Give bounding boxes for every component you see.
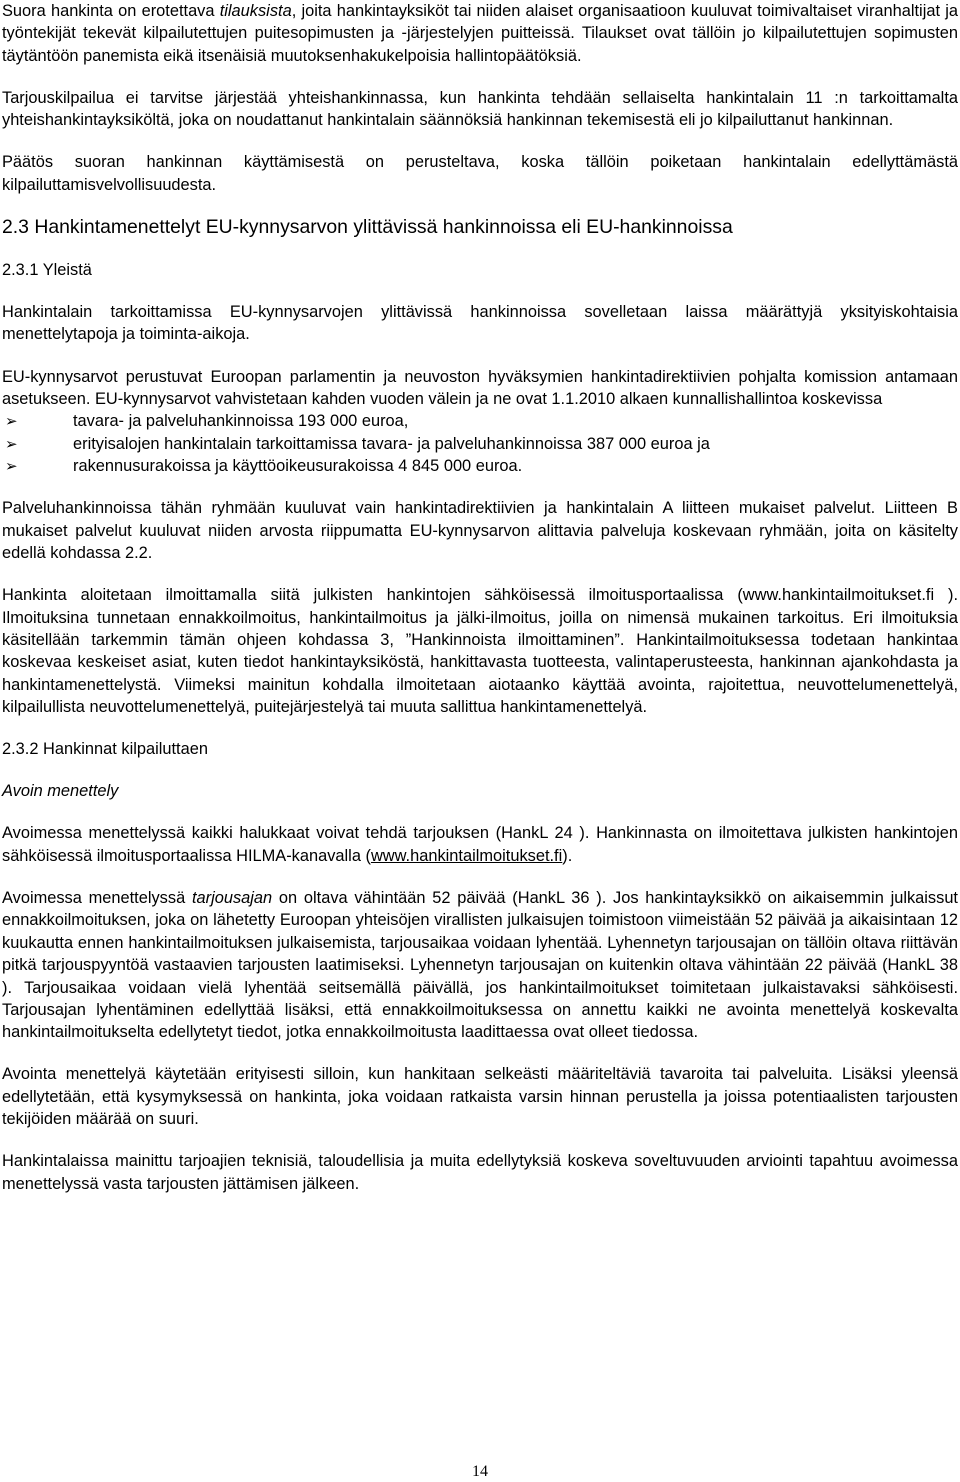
- paragraph-kynnysarvot: EU-kynnysarvot perustuvat Euroopan parlamentin ja neuvoston hyväksymien hankintadirektiivien pohjalta komission antamaan asetukseen. EU-kynnysarvot vahvistetaan kahden vuoden välein ja ne ovat 1.1.2010 alkaen kunnallishallintoa koskevissa: [2, 367, 958, 408]
- paragraph-yleista: Hankintalain tarkoittamissa EU-kynnysarvojen ylittävissä hankinnoissa sovelletaan laissa määrättyjä yksityiskohtaisia menettelytapoja ja toiminta-aikoja.: [2, 303, 958, 344]
- section-heading-2-3: 2.3 Hankintamenettelyt EU-kynnysarvon ylittävissä hankinnoissa eli EU-hankinnoissa: [2, 216, 733, 239]
- document-page: [2, 0, 958, 1195]
- arrow-bullet-icon: ➢: [5, 412, 18, 431]
- list-item: ➢ tavara- ja palveluhankinnoissa 193 000 euroa,: [2, 410, 958, 432]
- list-item: ➢ erityisalojen hankintalain tarkoittamissa tavara- ja palveluhankinnoissa 387 000 euroa ja: [2, 433, 958, 455]
- emphasis-tarjousajan: tarjousajan: [191, 888, 273, 907]
- paragraph-avoin-kaytto: Avointa menettelyä käytetään erityisesti silloin, kun hankitaan selkeästi määriteltäviä tavaroita tai palveluita. Lisäksi yleensä edellytetään, että kysymyksessä on hankinta, joka voidaan ratkaista varsin hinnan perustella ja joissa potentiaalisten tarjousten tekijöiden määrää on suuri.: [2, 1065, 958, 1129]
- subsection-heading-2-3-1: 2.3.1 Yleistä: [2, 260, 92, 279]
- paragraph-palveluhankinnat: Palveluhankinnoissa tähän ryhmään kuuluvat vain hankintadirektiivien ja hankintalain A liitteen mukaiset palvelut. Liitteen B mukaiset palvelut kuuluvat niiden arvosta riippumatta EU-kynnysarvon alittavia palveluja koskevaan ryhmään, joita on käsitelty edellä kohdassa 2.2.: [2, 499, 958, 563]
- list-item: ➢ rakennusurakoissa ja käyttöoikeusurakoissa 4 845 000 euroa.: [2, 455, 958, 477]
- paragraph-avoin-menettely: Avoimessa menettelyssä kaikki halukkaat voivat tehdä tarjouksen (HankL 24 ). Hankinnasta on ilmoitettava julkisten hankintojen sähköisessä ilmoitusportaalissa HILMA-kanavalla (www.hankintailmoitukset.fi).: [2, 824, 958, 865]
- paragraph-tarjousaika: Avoimessa menettelyssä tarjousajan on oltava vähintään 52 päivää (HankL 36 ). Jos hankintayksikkö on aikaisemmin julkaissut ennakkoilmoituksen, joka on lähetetty Euroopan yhteisöjen virallisten julkaisujen toimistoon viimeistään 52 päivää ja aikaisintaan 12 kuukautta ennen hankintailmoituksen julkaisemista, tarjousaikaa voidaan lyhentää. Lyhennetyn tarjousajan on tällöin oltava riittävän pitkä tarjouspyyntöä vastaavien tarjousten laatimiseksi. Lyhennetyn tarjousajan on kuitenkin oltava vähintään 22 päivää (HankL 38 ). Tarjousaikaa voidaan vielä lyhentää seitsemällä päivällä, jos hankintailmoitukset toimitetaan julkaistavaksi sähköisesti. Tarjousajan lyhentäminen edellyttää lisäksi, että ennakkoilmoituksessa on annettu kaikki ne avointa menettelyä koskevalta hankintailmoitukselta edellytetyt tiedot, jotka ennakkoilmoitusta laadittaessa ovat olleet tiedossa.: [2, 888, 958, 1042]
- paragraph-suora-hankinta: Suora hankinta on erotettava tilauksista, joita hankintayksiköt tai niiden alaiset organisaatioon kuuluvat toimivaltaiset viranhaltijat ja työntekijät tekevät kilpailutettujen puitesopimusten ja -järjestelyjen puitteissä. Tilaukset ovat tällöin jo kilpailutettujen sopimusten täytäntöön panemista eikä itsenäisiä muutoksenhakukelpoisia hallintopäätöksiä.: [2, 2, 958, 65]
- arrow-bullet-icon: ➢: [5, 434, 18, 453]
- hilma-link[interactable]: www.hankintailmoitukset.fi: [370, 846, 563, 865]
- paragraph-ilmoittaminen: Hankinta aloitetaan ilmoittamalla siitä julkisten hankintojen sähköisessä ilmoitusportaalissa (www.hankintailmoitukset.fi ). Ilmoituksina tunnetaan ennakkoilmoitus, hankintailmoitus ja jälki-ilmoitus, joilla on nimensä mukainen tarkoitus. Eri ilmoituksia käsitellään tarkemmin tämän ohjeen kohdassa 3, ”Hankinnoista ilmoittaminen”. Hankintailmoituksessa todetaan hankintaa koskevaa keskeiset asiat, kuten tiedot hankintayksiköstä, hankittavasta tuotteesta, valintaperusteesta, hankinnan ajankohdasta ja hankintamenettelystä. Viimeksi mainitun kohdalla ilmoitetaan aiotaanko käyttää avointa, rajoitettua, neuvottelumenettelyä, kilpailullista neuvottelumenettelyä, puitejärjestelyä tai muuta sallittua hankintamenettelyä.: [2, 586, 958, 717]
- paragraph-paatos: Päätös suoran hankinnan käyttämisestä on perusteltava, koska tällöin poiketaan hankintalain edellyttämästä kilpailuttamisvelvollisuudesta.: [2, 153, 958, 194]
- threshold-list: [2, 410, 958, 477]
- page-number: 14: [472, 1463, 488, 1480]
- arrow-bullet-icon: ➢: [5, 457, 18, 476]
- emphasis-tilauksista: tilauksista: [219, 2, 292, 20]
- paragraph-tarjouskilpailu: Tarjouskilpailua ei tarvitse järjestää yhteishankinnassa, kun hankinta tehdään sellaiselta hankintalain 11 :n tarkoittamalta yhteishankintayksiköltä, joka on noudattanut hankintalain säännöksiä hankinnan tekemisestä eli jo kilpailuttanut hankinnan.: [2, 88, 958, 130]
- paragraph-soveltuvuus: Hankintalaissa mainittu tarjoajien teknisiä, taloudellisia ja muita edellytyksiä koskeva soveltuvuuden arviointi tapahtuu avoimessa menettelyssä vasta tarjousten jättämisen jälkeen.: [2, 1152, 958, 1193]
- subsection-heading-2-3-2: 2.3.2 Hankinnat kilpailuttaen: [2, 740, 208, 759]
- subsection-heading-avoin-menettely: Avoin menettely: [2, 782, 119, 801]
